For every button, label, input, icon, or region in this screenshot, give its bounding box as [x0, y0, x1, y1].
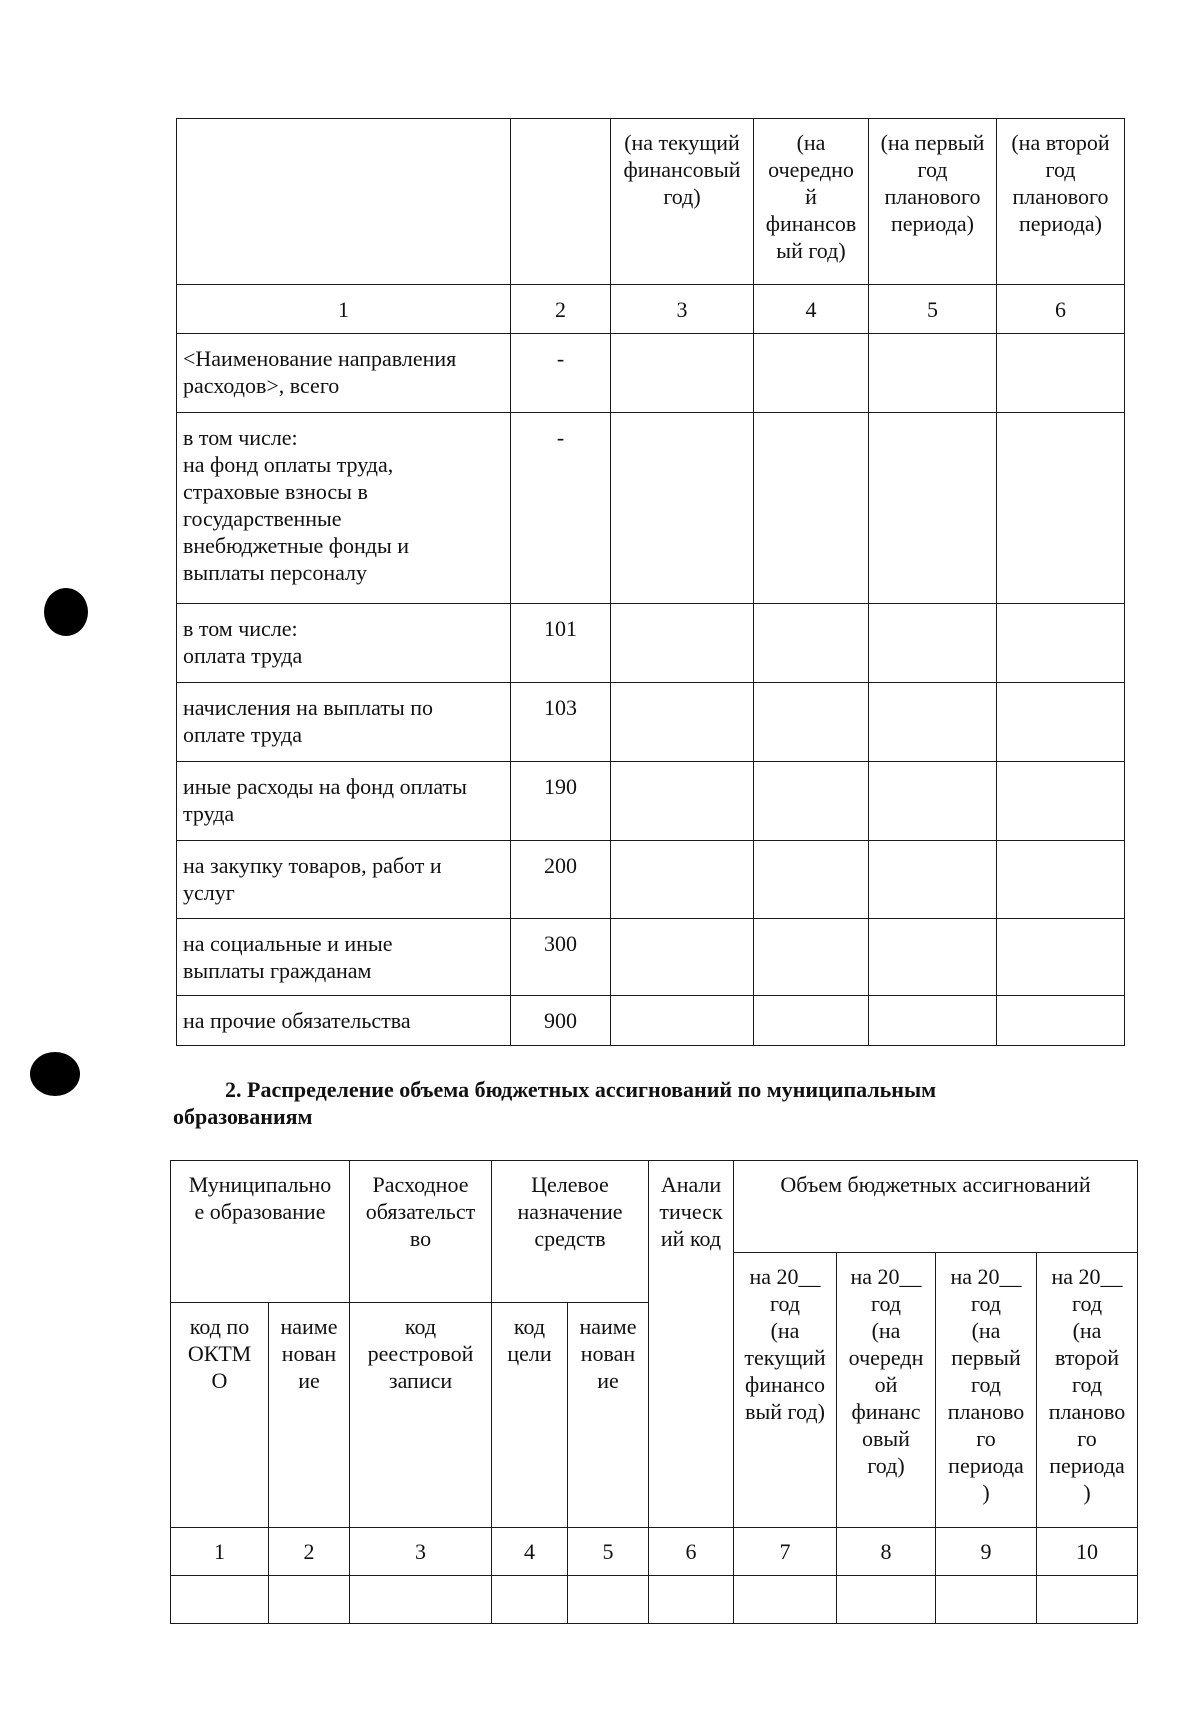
value-cell: [754, 604, 869, 683]
column-number: 5: [869, 285, 997, 334]
expense-code: 300: [511, 919, 611, 996]
header-year-plan-2: на 20__ год (на второй год планово го периода ): [1037, 1252, 1138, 1527]
value-cell: [611, 413, 754, 604]
column-number: 3: [611, 285, 754, 334]
value-cell: [997, 762, 1125, 841]
expense-code: -: [511, 413, 611, 604]
table1-header-plan-year-1: (на первый год планового периода): [869, 119, 997, 285]
empty-cell: [568, 1575, 649, 1623]
value-cell: [869, 762, 997, 841]
header-spacer: [350, 1252, 492, 1302]
value-cell: [869, 683, 997, 762]
table1-header-row: [177, 119, 1125, 285]
value-cell: [611, 604, 754, 683]
table-row: [177, 334, 1125, 413]
table-row: [177, 996, 1125, 1046]
value-cell: [869, 996, 997, 1046]
header-year-current: на 20__ год (на текущий финансо вый год): [734, 1252, 837, 1527]
column-number: 2: [269, 1527, 350, 1575]
value-cell: [611, 334, 754, 413]
column-number: 8: [837, 1527, 936, 1575]
section-2-heading-line2: образованиям: [173, 1104, 313, 1129]
punch-hole-bottom: [30, 1052, 80, 1096]
header-goal-name: наиме нован ие: [568, 1302, 649, 1527]
value-cell: [997, 334, 1125, 413]
header-goal-code: код цели: [492, 1302, 568, 1527]
empty-cell: [350, 1575, 492, 1623]
table2-number-row: [171, 1527, 1138, 1575]
expense-code: 101: [511, 604, 611, 683]
value-cell: [754, 413, 869, 604]
value-cell: [611, 683, 754, 762]
value-cell: [754, 683, 869, 762]
value-cell: [754, 841, 869, 919]
column-number: 6: [649, 1527, 734, 1575]
header-spacer: [492, 1252, 649, 1302]
header-target-purpose: Целевое назначение средств: [492, 1161, 649, 1253]
empty-cell: [734, 1575, 837, 1623]
value-cell: [754, 919, 869, 996]
expense-code: 103: [511, 683, 611, 762]
header-oktmo-code: код по ОКТМ О: [171, 1302, 269, 1527]
column-number: 4: [492, 1527, 568, 1575]
value-cell: [754, 334, 869, 413]
table1-header-plan-year-2: (на второй год планового периода): [997, 119, 1125, 285]
municipal-distribution-table: [170, 1160, 1138, 1624]
value-cell: [869, 919, 997, 996]
value-cell: [997, 683, 1125, 762]
table2-group-header-row: [171, 1161, 1138, 1253]
value-cell: [611, 919, 754, 996]
header-municipality-name: наиме нован ие: [269, 1302, 350, 1527]
table1-header-cell-2: [511, 119, 611, 285]
column-number: 1: [171, 1527, 269, 1575]
header-analytic-code: Анали тическ ий код: [649, 1161, 734, 1528]
header-budget-volume: Объем бюджетных ассигнований: [734, 1161, 1138, 1253]
header-year-plan-1: на 20__ год (на первый год планово го периода ): [936, 1252, 1037, 1527]
column-number: 3: [350, 1527, 492, 1575]
value-cell: [611, 996, 754, 1046]
table1-header-current-year: (на текущий финансовый год): [611, 119, 754, 285]
value-cell: [997, 919, 1125, 996]
header-spacer: [171, 1252, 350, 1302]
expense-name: <Наименование направления расходов>, всего: [177, 334, 511, 413]
value-cell: [869, 604, 997, 683]
table-row: [177, 413, 1125, 604]
expense-name: в том числе: оплата труда: [177, 604, 511, 683]
column-number: 7: [734, 1527, 837, 1575]
table1-header-next-year: (на очередно й финансов ый год): [754, 119, 869, 285]
section-2-heading: [173, 1076, 1115, 1130]
expense-name: начисления на выплаты по оплате труда: [177, 683, 511, 762]
table-row: [177, 919, 1125, 996]
column-number: 10: [1037, 1527, 1138, 1575]
section-2-heading-line1: 2. Распределение объема бюджетных ассигнований по муниципальным: [225, 1077, 937, 1102]
table1-number-row: [177, 285, 1125, 334]
column-number: 2: [511, 285, 611, 334]
column-number: 4: [754, 285, 869, 334]
value-cell: [997, 413, 1125, 604]
expense-name: на закупку товаров, работ и услуг: [177, 841, 511, 919]
empty-cell: [837, 1575, 936, 1623]
expense-code: 200: [511, 841, 611, 919]
header-year-next: на 20__ год (на очередн ой финанс овый год): [837, 1252, 936, 1527]
table-row: [177, 683, 1125, 762]
expense-code: -: [511, 334, 611, 413]
punch-hole-top: [44, 588, 88, 636]
value-cell: [997, 996, 1125, 1046]
table-row: [177, 604, 1125, 683]
value-cell: [869, 413, 997, 604]
table-row: [177, 841, 1125, 919]
value-cell: [611, 762, 754, 841]
empty-cell: [492, 1575, 568, 1623]
value-cell: [754, 996, 869, 1046]
value-cell: [869, 841, 997, 919]
expense-name: на социальные и иные выплаты гражданам: [177, 919, 511, 996]
value-cell: [754, 762, 869, 841]
column-number: 1: [177, 285, 511, 334]
table-row: [171, 1575, 1138, 1623]
column-number: 9: [936, 1527, 1037, 1575]
table1-header-cell-1: [177, 119, 511, 285]
expense-name: иные расходы на фонд оплаты труда: [177, 762, 511, 841]
header-municipality: Муниципально е образование: [171, 1161, 350, 1253]
value-cell: [611, 841, 754, 919]
column-number: 5: [568, 1527, 649, 1575]
header-expense-obligation: Расходное обязательст во: [350, 1161, 492, 1253]
empty-cell: [936, 1575, 1037, 1623]
header-registry-code: код реестровой записи: [350, 1302, 492, 1527]
value-cell: [997, 604, 1125, 683]
expense-code: 190: [511, 762, 611, 841]
value-cell: [869, 334, 997, 413]
table-row: [177, 762, 1125, 841]
empty-cell: [649, 1575, 734, 1623]
expense-name: в том числе: на фонд оплаты труда, страховые взносы в государственные внебюджетные фонды и выплаты персоналу: [177, 413, 511, 604]
empty-cell: [1037, 1575, 1138, 1623]
empty-cell: [269, 1575, 350, 1623]
expense-code: 900: [511, 996, 611, 1046]
section-number: 2.: [225, 1077, 242, 1102]
expense-name: на прочие обязательства: [177, 996, 511, 1046]
value-cell: [997, 841, 1125, 919]
column-number: 6: [997, 285, 1125, 334]
empty-cell: [171, 1575, 269, 1623]
expenses-table: [176, 118, 1125, 1046]
